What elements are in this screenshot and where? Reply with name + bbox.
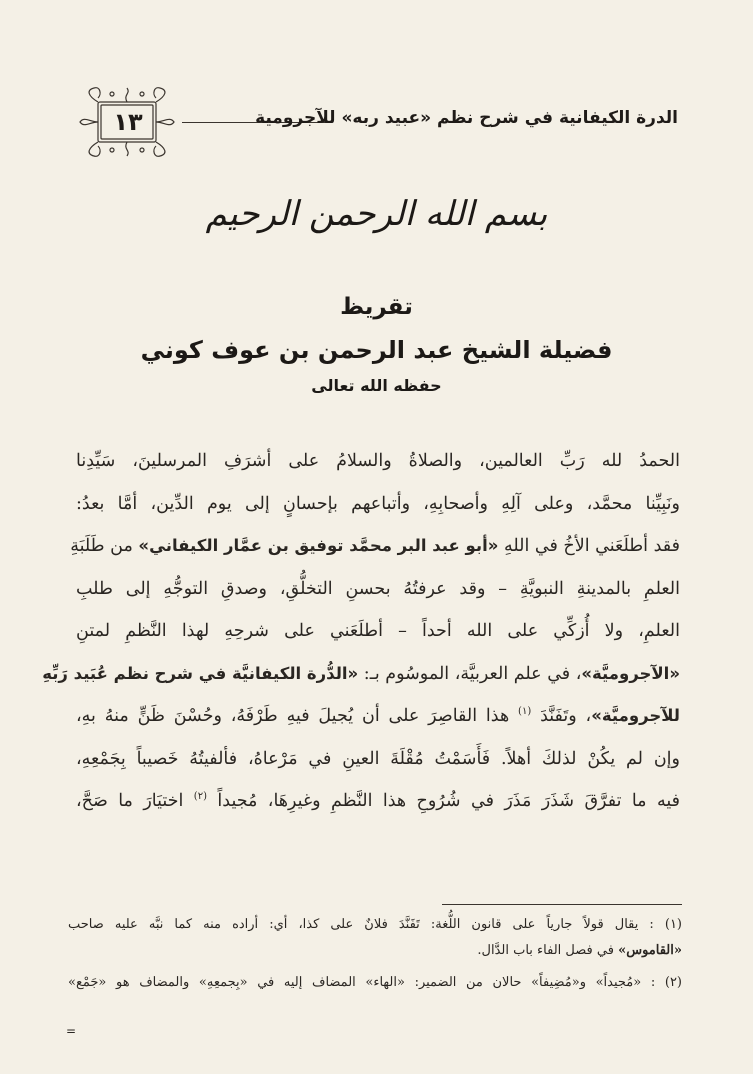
text-run: من طَلَبَةِ bbox=[70, 536, 133, 556]
bold-book-title: للآجروميَّة» bbox=[591, 706, 680, 725]
footnote-ref: (١) bbox=[518, 706, 532, 718]
bold-book-title: «الآجروميَّة» bbox=[581, 663, 680, 683]
bold-reference: «القاموس» bbox=[618, 943, 682, 958]
body-line bbox=[76, 695, 680, 738]
body-line: ونَبِيِّنا محمَّد، وعلى آلِهِ وأصحابِهِ، وأتباعهم بإحسانٍ إلى يوم الدِّين، أمَّا بعدُ: bbox=[76, 493, 680, 514]
author-name: فضيلة الشيخ عبد الرحمن بن عوف كوني bbox=[140, 336, 613, 364]
footnote-line bbox=[68, 938, 682, 964]
body-line: العلمِ بالمدينةِ النبويَّةِ – وقد عرفتُهُ بحسنِ التخلُّقِ، وصدقِ التوجُّهِ إلى طلبِ bbox=[76, 578, 680, 599]
body-text bbox=[42, 440, 680, 823]
section-heading: تقريظ bbox=[340, 294, 413, 320]
body-line bbox=[42, 653, 680, 696]
body-line: الحمدُ لله رَبِّ العالمين، والصلاةُ والسلامُ على أشرَفِ المرسلينَ، سَيِّدِنا bbox=[76, 451, 680, 471]
running-header bbox=[78, 86, 678, 158]
basmala: بسم الله الرحمن الرحيم bbox=[205, 194, 548, 234]
body-line bbox=[70, 525, 680, 568]
author-honorific: حفظه الله تعالى bbox=[311, 376, 442, 395]
running-title: الدرة الكيفانية في شرح نظم «عبيد ربه» للآجرومية bbox=[255, 108, 678, 128]
footnote-line: (٢) : «مُجيداً» و«مُضِيفاً» حالان من الضمير: «الهاء» المضاف إليه في «بِجمعِهِ» والمضاف هو «جَمْع» bbox=[68, 975, 682, 990]
text-run: ، وتَفَنَّدَ bbox=[540, 706, 592, 726]
footnote-line: (١) : يقال قولاً جارياً على قانون اللُّغة: تَفَنَّدَ فلانٌ على كذا، أي: أراده منه كما نبَّه عليه صاحب bbox=[68, 917, 682, 932]
body-line: العلمِ، ولا أُزكِّي على الله أحداً – أطلَعَني على شرحِهِ لهذا النَّظمِ لمتنِ bbox=[76, 621, 680, 641]
continuation-mark: = bbox=[66, 1024, 77, 1038]
text-run: هذا القاصِرَ على أن يُجيلَ فيهِ طَرْفَهُ، وحُسْنَ ظَنٍّ منهُ بهِ، bbox=[76, 706, 510, 726]
text-run: فيه ما تفرَّقَ شَذَرَ مَذَرَ في شُرُوحِ هذا النَّظمِ وغيرِهَا، مُجيداً bbox=[217, 791, 680, 811]
body-line bbox=[76, 780, 680, 823]
body-line: وإن لم يكُنْ لذلكَ أهلاً. فَأَسَمْتُ مُقْلَةَ العينِ في مَرْعاهُ، فألفيتُهُ خَصيباً بِجَمْعِهِ، bbox=[76, 748, 680, 769]
footnote-rule bbox=[442, 904, 682, 905]
bold-book-title: «الدُّرة الكيفانيَّة في شرح نظم عُبَيد رَبِّهِ bbox=[42, 663, 359, 683]
bold-author-name: «أبو عبد البر محمَّد توفيق بن عمَّار الكيفاني» bbox=[138, 536, 499, 555]
text-run: اختيَارَ ما صَحَّ، bbox=[76, 791, 184, 811]
footnotes bbox=[68, 912, 682, 996]
text-run: ، في علم العربيَّة، الموسُوم بـ: bbox=[363, 663, 582, 684]
page-number: ١٣ bbox=[113, 108, 143, 136]
footnote-ref: (٢) bbox=[193, 791, 207, 803]
text-run: فقد أطلَعَني الأخُ في اللهِ bbox=[503, 536, 680, 556]
text-run: في فصل الفاء باب الدَّال. bbox=[477, 943, 614, 958]
